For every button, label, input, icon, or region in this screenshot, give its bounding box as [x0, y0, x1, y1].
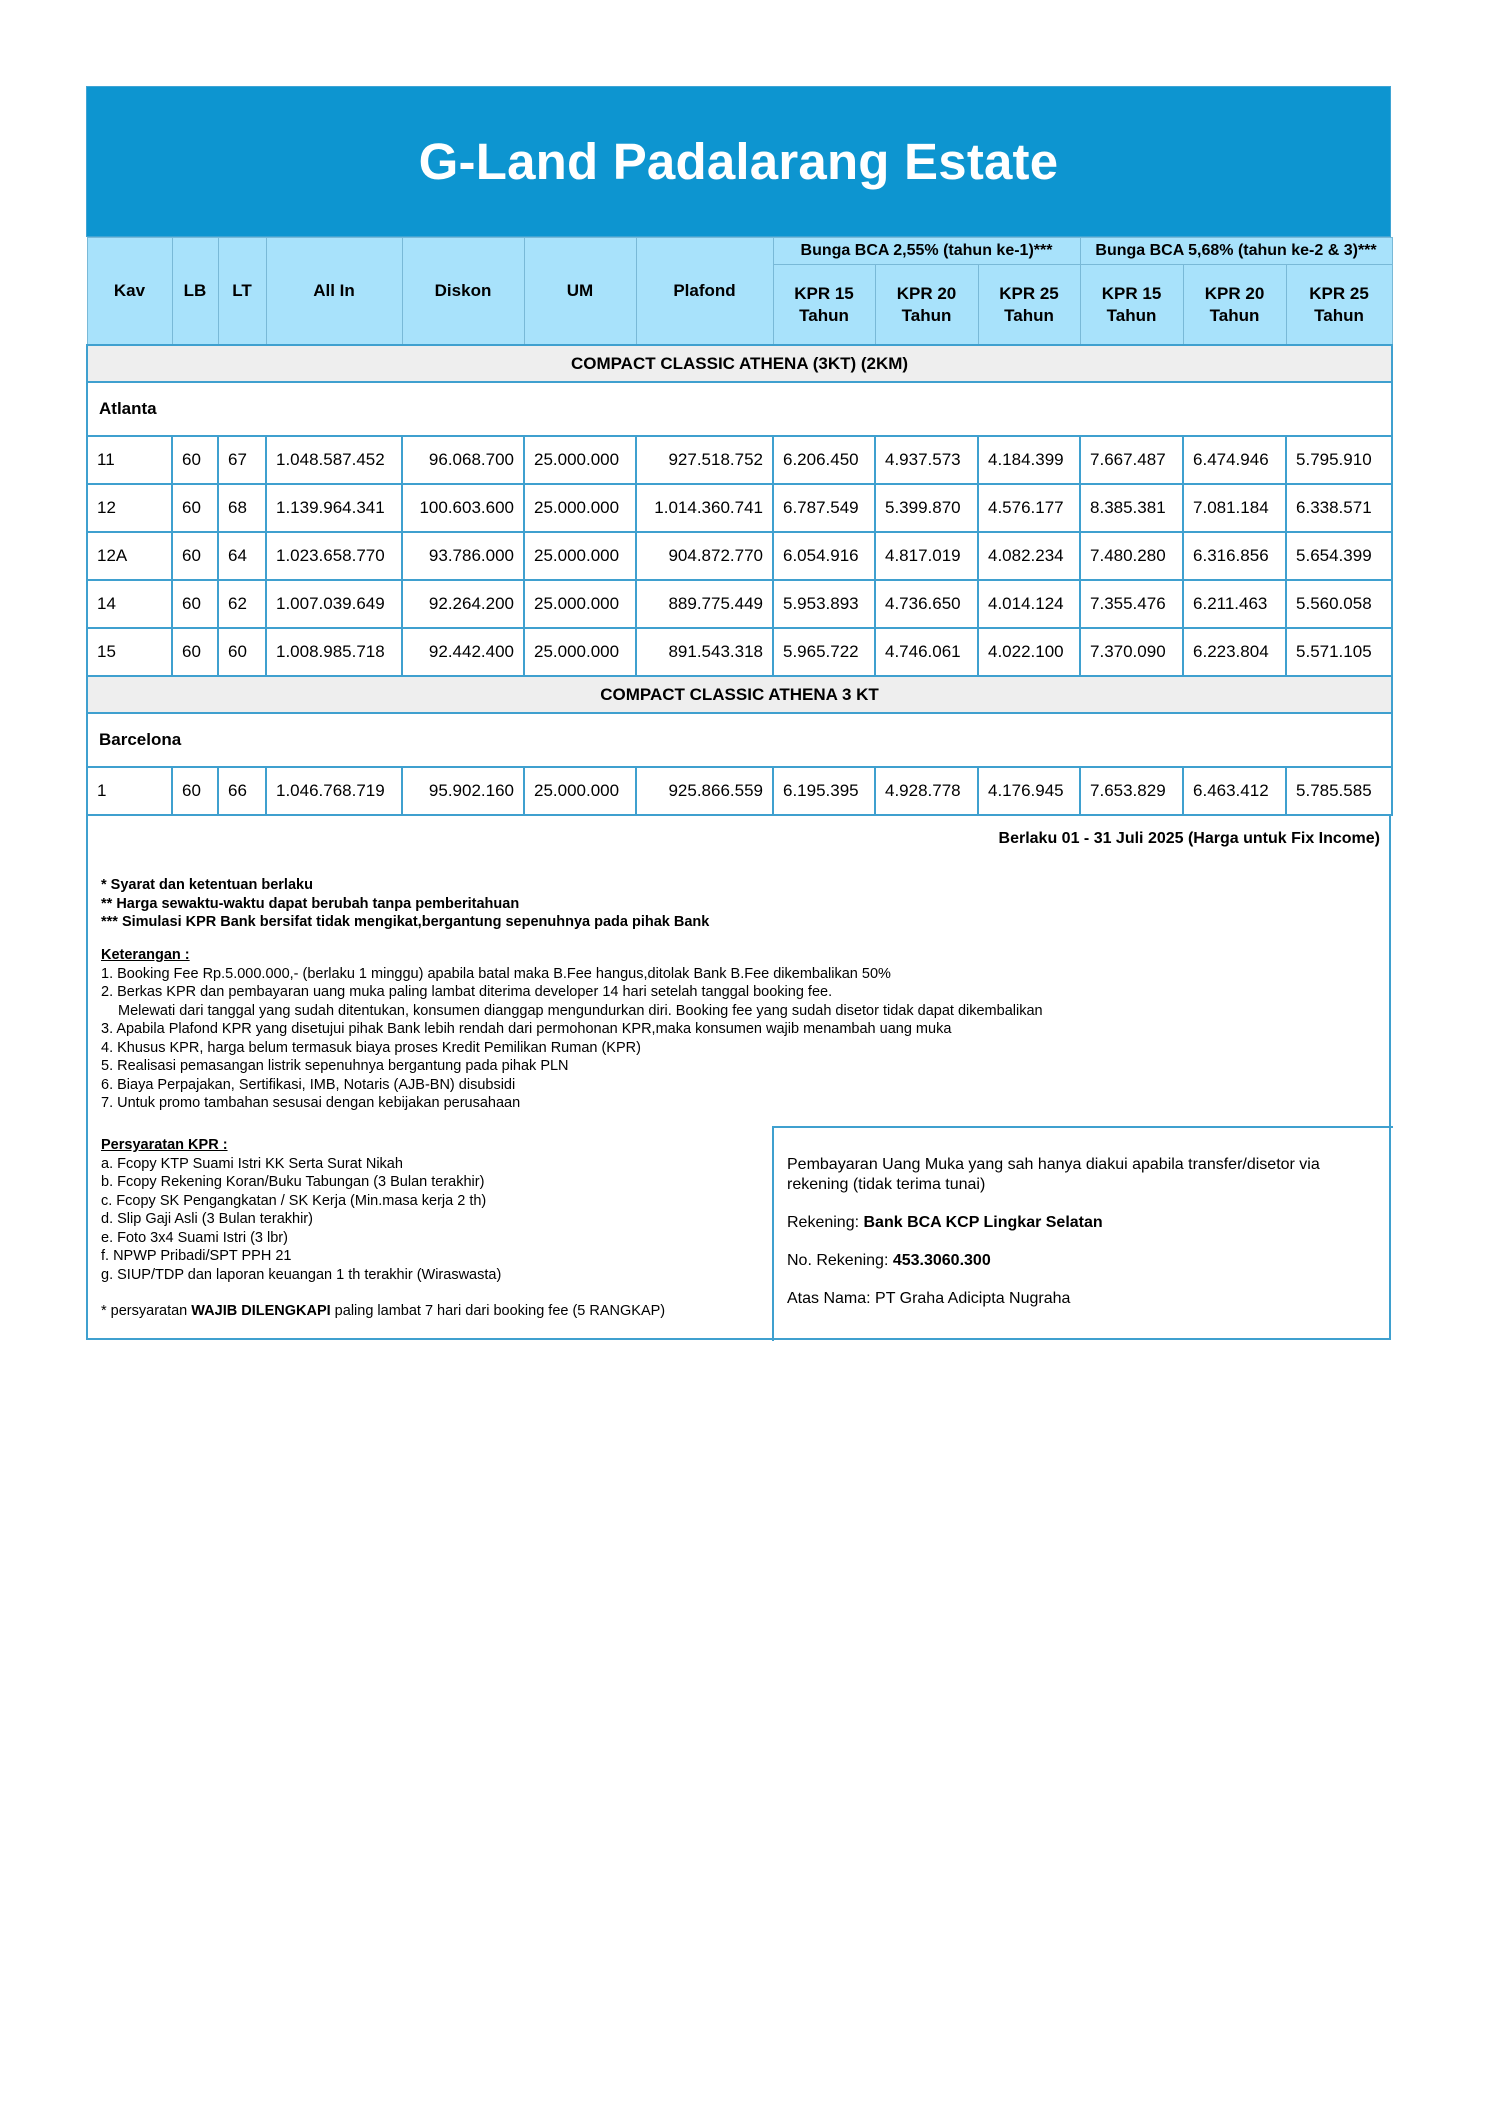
header-kpr-25-y2: KPR 25 Tahun	[1286, 265, 1392, 346]
cell-plafond: 904.872.770	[636, 532, 773, 580]
cell-kpr: 4.928.778	[875, 767, 978, 815]
persyaratan-title: Persyaratan KPR :	[101, 1137, 228, 1153]
cell-kpr: 6.338.571	[1286, 484, 1392, 532]
account-number: No. Rekening: 453.3060.300	[787, 1252, 991, 1269]
cell-diskon: 96.068.700	[402, 436, 524, 484]
cell-lt: 60	[218, 628, 266, 676]
wajib-note: * persyaratan WAJIB DILENGKAPI paling lambat 7 hari dari booking fee (5 RANGKAP)	[101, 1303, 666, 1319]
cell-diskon: 93.786.000	[402, 532, 524, 580]
header-kpr-20-y2: KPR 20 Tahun	[1183, 265, 1286, 346]
notes-panel	[86, 816, 1391, 1340]
cell-kpr: 6.195.395	[773, 767, 875, 815]
cell-kav: 15	[87, 628, 172, 676]
header-lt: LT	[218, 238, 266, 346]
persyaratan-item: g. SIUP/TDP dan laporan keuangan 1 th terakhir (Wiraswasta)	[101, 1266, 502, 1283]
cell-kav: 14	[87, 580, 172, 628]
payment-intro: Pembayaran Uang Muka yang sah hanya diakui apabila transfer/disetor via rekening (tidak terima tunai)	[787, 1156, 1320, 1193]
disclaimer-item: ** Harga sewaktu-waktu dapat berubah tanpa pemberitahuan	[101, 895, 520, 912]
cell-diskon: 92.264.200	[402, 580, 524, 628]
cell-kpr: 7.355.476	[1080, 580, 1183, 628]
keterangan-title: Keterangan :	[101, 947, 190, 963]
cell-um: 25.000.000	[524, 436, 636, 484]
table-row	[87, 532, 1392, 580]
cell-kpr: 6.787.549	[773, 484, 875, 532]
persyaratan-item: a. Fcopy KTP Suami Istri KK Serta Surat Nikah	[101, 1155, 403, 1172]
header-lb: LB	[172, 238, 218, 346]
cell-kpr: 4.937.573	[875, 436, 978, 484]
cell-plafond: 889.775.449	[636, 580, 773, 628]
cell-um: 25.000.000	[524, 532, 636, 580]
cell-plafond: 927.518.752	[636, 436, 773, 484]
header-kpr-15-y1: KPR 15 Tahun	[773, 265, 875, 346]
cell-kpr: 5.399.870	[875, 484, 978, 532]
header-diskon: Diskon	[402, 238, 524, 346]
house-type-label: Atlanta	[87, 382, 1392, 436]
keterangan-item: 1. Booking Fee Rp.5.000.000,- (berlaku 1 minggu) apabila batal maka B.Fee hangus,ditolak Bank B.Fee dikembalikan 50%	[101, 965, 891, 982]
cell-kpr: 7.480.280	[1080, 532, 1183, 580]
cell-lb: 60	[172, 767, 218, 815]
cell-all-in: 1.048.587.452	[266, 436, 402, 484]
cell-kpr: 5.953.893	[773, 580, 875, 628]
cell-all-in: 1.007.039.649	[266, 580, 402, 628]
persyaratan-item: f. NPWP Pribadi/SPT PPH 21	[101, 1248, 292, 1264]
table-row	[87, 628, 1392, 676]
cell-kpr: 4.014.124	[978, 580, 1080, 628]
keterangan-item: 4. Khusus KPR, harga belum termasuk biaya proses Kredit Pemilikan Ruman (KPR)	[101, 1039, 641, 1056]
cell-kpr: 7.370.090	[1080, 628, 1183, 676]
header-bunga-year1: Bunga BCA 2,55% (tahun ke-1)***	[773, 238, 1080, 265]
price-table	[86, 237, 1393, 816]
persyaratan-item: e. Foto 3x4 Suami Istri (3 lbr)	[101, 1229, 288, 1246]
cell-all-in: 1.008.985.718	[266, 628, 402, 676]
section-title: COMPACT CLASSIC ATHENA (3KT) (2KM)	[87, 345, 1392, 382]
cell-kpr: 5.785.585	[1286, 767, 1392, 815]
cell-kav: 11	[87, 436, 172, 484]
cell-kpr: 4.176.945	[978, 767, 1080, 815]
cell-diskon: 95.902.160	[402, 767, 524, 815]
keterangan-item: Melewati dari tanggal yang sudah ditentukan, konsumen dianggap mengundurkan diri. Booking fee yang sudah disetor tidak dapat dikembalikan	[118, 1002, 1043, 1019]
disclaimers	[101, 876, 709, 932]
title-band	[86, 86, 1391, 237]
cell-lb: 60	[172, 580, 218, 628]
payment-info-box	[772, 1126, 1393, 1341]
keterangan-item: 3. Apabila Plafond KPR yang disetujui pihak Bank lebih rendah dari permohonan KPR,maka konsumen wajib menambah uang muka	[101, 1021, 952, 1037]
keterangan-item: 5. Realisasi pemasangan listrik sepenuhnya bergantung pada pihak PLN	[101, 1058, 569, 1074]
header-bunga-year2-3: Bunga BCA 5,68% (tahun ke-2 & 3)***	[1080, 238, 1392, 265]
cell-um: 25.000.000	[524, 628, 636, 676]
house-type-label: Barcelona	[87, 713, 1392, 767]
cell-kpr: 5.560.058	[1286, 580, 1392, 628]
section-header-row	[87, 345, 1392, 382]
cell-plafond: 925.866.559	[636, 767, 773, 815]
cell-plafond: 1.014.360.741	[636, 484, 773, 532]
cell-kpr: 6.463.412	[1183, 767, 1286, 815]
header-um: UM	[524, 238, 636, 346]
cell-kpr: 4.817.019	[875, 532, 978, 580]
cell-kpr: 5.965.722	[773, 628, 875, 676]
persyaratan-list	[101, 1136, 665, 1321]
cell-kpr: 7.653.829	[1080, 767, 1183, 815]
cell-diskon: 92.442.400	[402, 628, 524, 676]
cell-um: 25.000.000	[524, 767, 636, 815]
persyaratan-item: c. Fcopy SK Pengangkatan / SK Kerja (Min.masa kerja 2 th)	[101, 1192, 487, 1209]
cell-kpr: 6.206.450	[773, 436, 875, 484]
cell-lt: 68	[218, 484, 266, 532]
cell-kpr: 6.316.856	[1183, 532, 1286, 580]
cell-um: 25.000.000	[524, 580, 636, 628]
cell-kpr: 4.746.061	[875, 628, 978, 676]
keterangan-item: 2. Berkas KPR dan pembayaran uang muka paling lambat diterima developer 14 hari setelah tanggal booking fee.	[101, 984, 833, 1000]
cell-kav: 12	[87, 484, 172, 532]
cell-diskon: 100.603.600	[402, 484, 524, 532]
cell-kpr: 4.022.100	[978, 628, 1080, 676]
section-header-row	[87, 676, 1392, 713]
header-plafond: Plafond	[636, 238, 773, 346]
cell-lt: 66	[218, 767, 266, 815]
cell-all-in: 1.046.768.719	[266, 767, 402, 815]
cell-kpr: 6.474.946	[1183, 436, 1286, 484]
table-row	[87, 580, 1392, 628]
header-kpr-25-y1: KPR 25 Tahun	[978, 265, 1080, 346]
header-kav: Kav	[87, 238, 172, 346]
keterangan-item: 7. Untuk promo tambahan sesusai dengan kebijakan perusahaan	[101, 1095, 521, 1111]
header-kpr-20-y1: KPR 20 Tahun	[875, 265, 978, 346]
cell-um: 25.000.000	[524, 484, 636, 532]
bank-account: Rekening: Bank BCA KCP Lingkar Selatan	[787, 1214, 1103, 1231]
section-title: COMPACT CLASSIC ATHENA 3 KT	[87, 676, 1392, 713]
persyaratan-item: b. Fcopy Rekening Koran/Buku Tabungan (3 Bulan terakhir)	[101, 1174, 485, 1190]
persyaratan-item: d. Slip Gaji Asli (3 Bulan terakhir)	[101, 1211, 313, 1227]
price-list-sheet	[86, 86, 1391, 1340]
house-type-row	[87, 382, 1392, 436]
cell-kpr: 7.667.487	[1080, 436, 1183, 484]
disclaimer-item: *** Simulasi KPR Bank bersifat tidak mengikat,bergantung sepenuhnya pada pihak Bank	[101, 914, 710, 930]
cell-kpr: 7.081.184	[1183, 484, 1286, 532]
cell-lt: 67	[218, 436, 266, 484]
cell-kpr: 5.571.105	[1286, 628, 1392, 676]
header-kpr-15-y2: KPR 15 Tahun	[1080, 265, 1183, 346]
keterangan-list	[101, 946, 1043, 1113]
cell-all-in: 1.023.658.770	[266, 532, 402, 580]
cell-lb: 60	[172, 436, 218, 484]
cell-plafond: 891.543.318	[636, 628, 773, 676]
page-title: G-Land Padalarang Estate	[418, 133, 1059, 190]
cell-kpr: 4.082.234	[978, 532, 1080, 580]
validity-note: Berlaku 01 - 31 Juli 2025 (Harga untuk Fix Income)	[998, 830, 1380, 847]
cell-lb: 60	[172, 484, 218, 532]
cell-lb: 60	[172, 532, 218, 580]
cell-kpr: 6.211.463	[1183, 580, 1286, 628]
table-row	[87, 436, 1392, 484]
table-row	[87, 767, 1392, 815]
cell-lb: 60	[172, 628, 218, 676]
cell-kpr: 6.054.916	[773, 532, 875, 580]
disclaimer-item: * Syarat dan ketentuan berlaku	[101, 877, 313, 893]
cell-kav: 1	[87, 767, 172, 815]
cell-kpr: 4.576.177	[978, 484, 1080, 532]
cell-kpr: 4.184.399	[978, 436, 1080, 484]
cell-kav: 12A	[87, 532, 172, 580]
cell-kpr: 5.795.910	[1286, 436, 1392, 484]
cell-kpr: 6.223.804	[1183, 628, 1286, 676]
account-holder: Atas Nama: PT Graha Adicipta Nugraha	[787, 1290, 1071, 1307]
keterangan-item: 6. Biaya Perpajakan, Sertifikasi, IMB, Notaris (AJB-BN) disubsidi	[101, 1076, 516, 1093]
header-all-in: All In	[266, 238, 402, 346]
cell-lt: 64	[218, 532, 266, 580]
house-type-row	[87, 713, 1392, 767]
cell-kpr: 8.385.381	[1080, 484, 1183, 532]
cell-kpr: 4.736.650	[875, 580, 978, 628]
cell-kpr: 5.654.399	[1286, 532, 1392, 580]
table-row	[87, 484, 1392, 532]
cell-lt: 62	[218, 580, 266, 628]
cell-all-in: 1.139.964.341	[266, 484, 402, 532]
